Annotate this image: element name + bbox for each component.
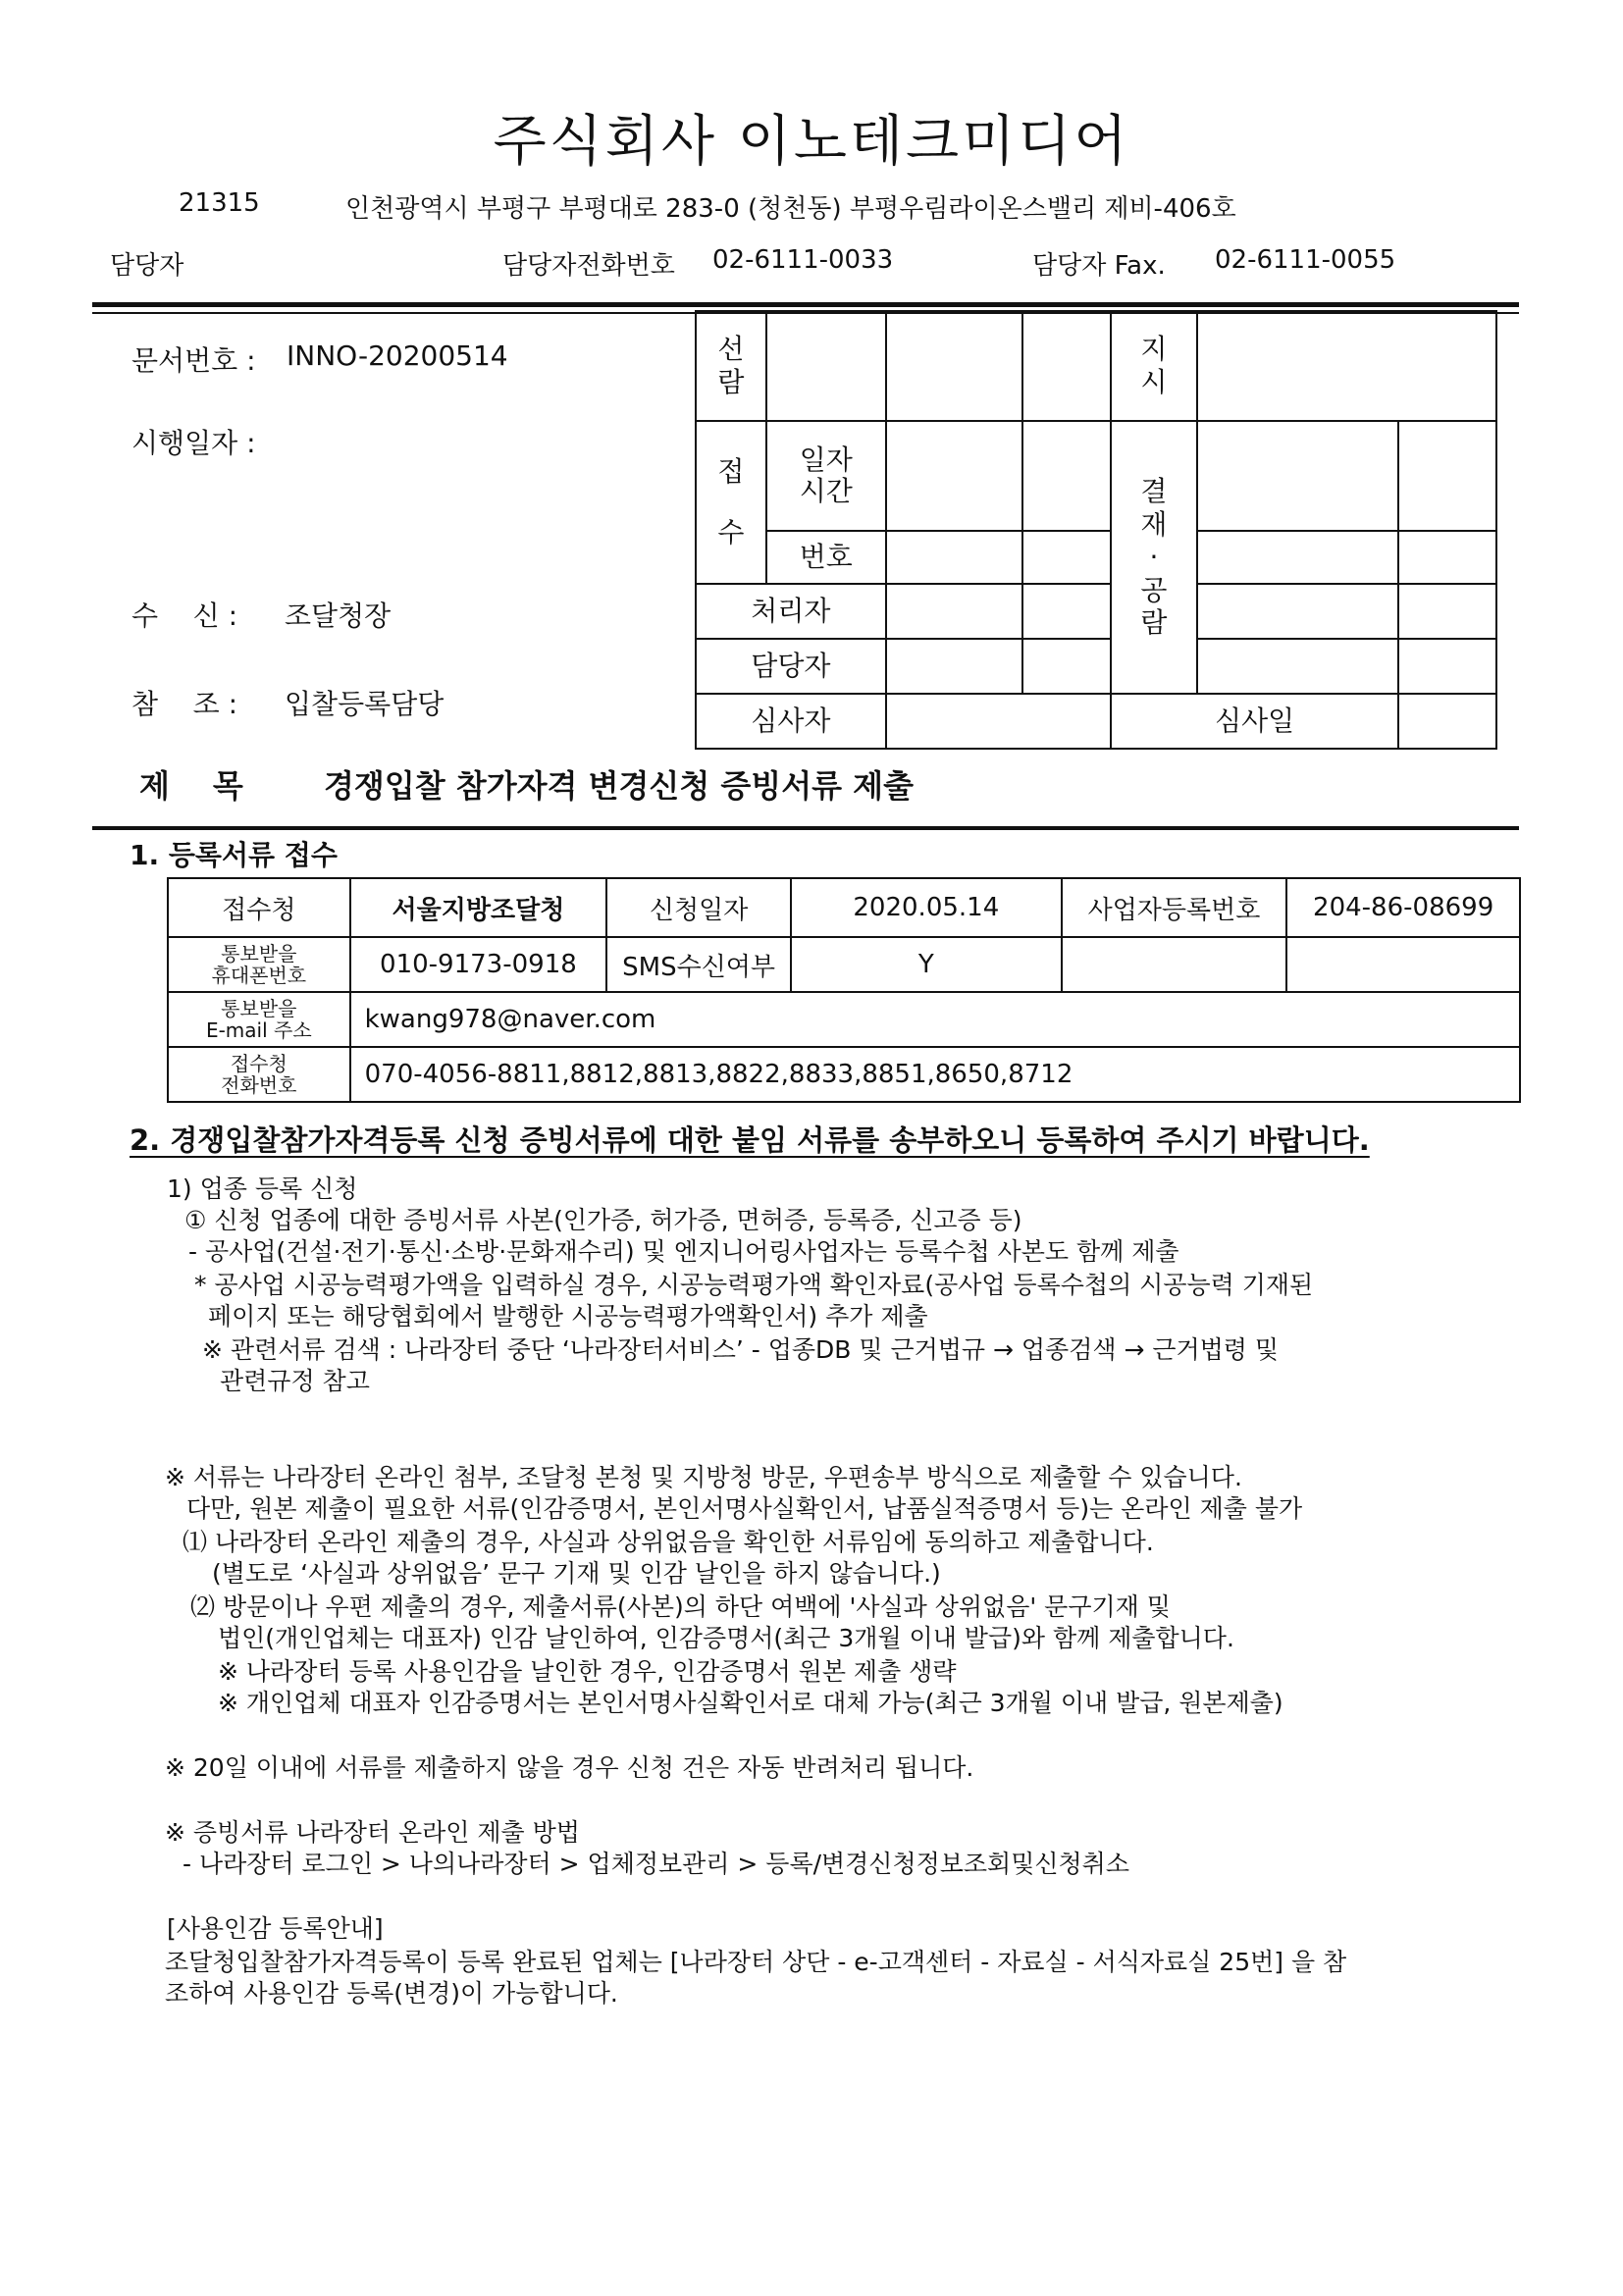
manager-phone-label: 담당자전화번호 [502,251,675,281]
recipient-label: 수 신 : [131,600,238,632]
section1-title: 1. 등록서류 접수 [130,839,338,871]
reviewer-label: 심사자 [696,694,886,749]
approval-cell-b3 [1398,584,1496,639]
handler-value [886,584,1023,639]
manager-phone: 02-6111-0033 [712,245,894,275]
postal-code: 21315 [179,188,260,218]
seonram-sign-2 [886,311,1023,421]
mobile-label: 통보받을 휴대폰번호 [168,937,350,992]
body-line-13: 법인(개인업체는 대표자) 인감 날인하여, 인감증명서(최근 3개월 이내 발급)와 함께 제출합니다. [218,1624,1234,1652]
approval-cell-a2 [1197,531,1398,584]
receipt-extra [1022,421,1111,531]
manager-label: 담당자 [110,251,184,281]
apply-date-label: 신청일자 [606,878,791,937]
body-line-16: ※ 20일 이내에 서류를 제출하지 않을 경우 신청 건은 자동 반려처리 됩니다. [165,1753,974,1782]
doc-number-label: 문서번호 : [131,344,256,377]
doc-number: INNO-20200514 [287,339,508,372]
body-line-6: ※ 관련서류 검색 : 나라장터 중단 ‘나라장터서비스’ - 업종DB 및 근거법규 → 업종검색 → 근거법령 및 [202,1335,1280,1364]
company-address: 인천광역시 부평구 부평대로 283-0 (청천동) 부평우림라이온스밸리 제비-406호 [345,194,1236,224]
approval-cell-a4 [1197,639,1398,694]
charge-label: 담당자 [696,639,886,694]
approval-cell-a3 [1197,584,1398,639]
registration-table [167,877,1521,1103]
body-line-17: ※ 증빙서류 나라장터 온라인 제출 방법 [165,1818,580,1847]
empty-cell-1 [1062,937,1287,992]
body-line-4: * 공사업 시공능력평가액을 입력하실 경우, 시공능력평가액 확인자료(공사업 등록수첩의 시공능력 기재된 [194,1271,1314,1299]
review-date-label: 심사일 [1111,694,1398,749]
office-label: 접수청 [168,878,350,937]
date-time-value [886,421,1023,531]
body-line-7: 관련규정 참고 [220,1367,370,1395]
manager-fax: 02-6111-0055 [1215,245,1396,275]
email-label: 통보받을 E-mail 주소 [168,992,350,1047]
handler-extra [1022,584,1111,639]
subject-divider [92,826,1519,830]
empty-cell-2 [1286,937,1520,992]
body-line-8: ※ 서류는 나라장터 온라인 첨부, 조달청 본청 및 지방청 방문, 우편송부 방식으로 제출할 수 있습니다. [165,1463,1242,1491]
subject-label: 제목 [139,767,287,805]
approval-table [695,310,1497,750]
seonram-sign-1 [766,311,886,421]
body-line-5: 페이지 또는 해당협회에서 발행한 시공능력평가액확인서) 추가 제출 [208,1302,928,1331]
body-line-3: - 공사업(건설·전기·통신·소방·문화재수리) 및 엔지니어링사업자는 등록수첩 사본도 함께 제출 [188,1237,1179,1266]
apply-date: 2020.05.14 [791,878,1062,937]
sms-label: SMS수신여부 [606,937,791,992]
jeopsu-cell: 접수 [696,421,766,584]
approval-cell-b2 [1398,531,1496,584]
body-line-21: 조하여 사용인감 등록(변경)이 가능합니다. [165,1979,618,2008]
handler-label: 처리자 [696,584,886,639]
body-line-20: 조달청입찰참가자격등록이 등록 완료된 업체는 [나라장터 상단 - e-고객센터 - 자료실 - 서식자료실 25번] 을 참 [165,1948,1347,1976]
jisi-content [1197,311,1496,421]
approval-cell-a1 [1197,421,1398,531]
reference: 입찰등록담당 [285,688,445,720]
gyeoljae-cell: 결재·공람 [1111,421,1197,694]
biz-no: 204-86-08699 [1286,878,1520,937]
seonram-sign-3 [1022,311,1111,421]
office-phones: 070-4056-8811,8812,8813,8822,8833,8851,8650,8712 [350,1047,1520,1102]
seonram-cell: 선람 [696,311,766,421]
reference-label: 참 조 : [131,688,238,720]
section2-title: 2. 경쟁입찰참가자격등록 신청 증빙서류에 대한 붙임 서류를 송부하오니 등록하여 주시기 바랍니다. [130,1123,1370,1157]
review-date-value [1398,694,1496,749]
exec-date-label: 시행일자 : [131,427,256,459]
sms-value: Y [791,937,1062,992]
body-line-15: ※ 개인업체 대표자 인감증명서는 본인서명사실확인서로 대체 가능(최근 3개월 이내 발급, 원본제출) [218,1689,1283,1717]
jisi-cell: 지시 [1111,311,1197,421]
number-extra [1022,531,1111,584]
body-line-10: ⑴ 나라장터 온라인 제출의 경우, 사실과 상위없음을 확인한 서류임에 동의하고 제출합니다. [183,1528,1154,1556]
reviewer-value [886,694,1111,749]
body-line-9: 다만, 원본 제출이 필요한 서류(인감증명서, 본인서명사실확인서, 납품실적증명서 등)는 온라인 제출 불가 [186,1494,1303,1523]
body-line-19: [사용인감 등록안내] [167,1914,384,1943]
email-value: kwang978@naver.com [350,992,1520,1047]
body-line-2: ① 신청 업종에 대한 증빙서류 사본(인가증, 허가증, 면허증, 등록증, 신고증 등) [184,1206,1022,1234]
date-time-label: 일자 시간 [766,421,886,531]
body-line-12: ⑵ 방문이나 우편 제출의 경우, 제출서류(사본)의 하단 여백에 '사실과 상위없음' 문구기재 및 [190,1592,1171,1621]
manager-fax-label: 담당자 Fax. [1032,251,1166,281]
recipient: 조달청장 [285,600,392,632]
approval-cell-b1 [1398,421,1496,531]
body-line-14: ※ 나라장터 등록 사용인감을 날인한 경우, 인감증명서 원본 제출 생략 [218,1657,957,1686]
approval-cell-b4 [1398,639,1496,694]
subject-text: 경쟁입찰 참가자격 변경신청 증빙서류 제출 [324,767,914,805]
body-line-1: 1) 업종 등록 신청 [167,1174,358,1203]
company-name: 주식회사 이노테크미디어 [493,110,1130,174]
mobile-phone: 010-9173-0918 [350,937,607,992]
office-phone-label: 접수청 전화번호 [168,1047,350,1102]
number-label: 번호 [766,531,886,584]
charge-value [886,639,1023,694]
biz-no-label: 사업자등록번호 [1062,878,1287,937]
office-value: 서울지방조달청 [350,878,607,937]
body-line-11: (별도로 ‘사실과 상위없음’ 문구 기재 및 인감 날인을 하지 않습니다.) [212,1559,941,1588]
charge-extra [1022,639,1111,694]
body-line-18: - 나라장터 로그인 > 나의나라장터 > 업체정보관리 > 등록/변경신청정보조회및신청취소 [183,1850,1129,1878]
header-divider [92,302,1519,307]
number-value [886,531,1023,584]
